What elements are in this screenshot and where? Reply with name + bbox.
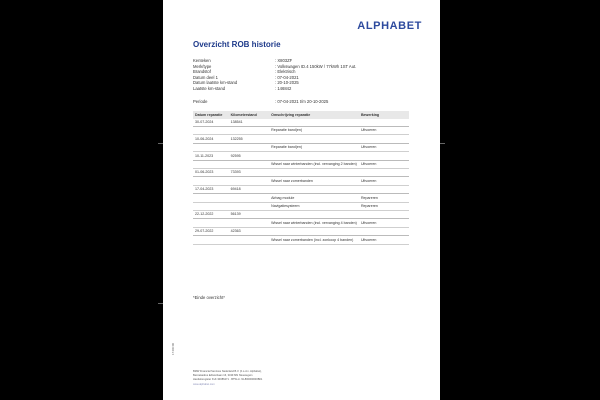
cell-description [269,210,359,218]
cell-date: 17-04-2023 [193,185,229,193]
table-subrow [193,219,409,227]
footer [193,370,413,387]
footer-website: www.alphabet.com [193,382,215,386]
header-action: Bewerking [359,111,409,119]
cell-date: 30-07-2024 [193,119,229,127]
table-subrow [193,194,409,202]
vehicle-value: : Elektrisch [275,69,296,75]
cell-action [359,210,409,218]
vehicle-value: : X803ZF [275,58,293,63]
vehicle-label: Datum deel 1 [193,74,218,80]
cell-description [269,168,359,176]
cell-date [193,160,229,168]
cell-mileage [229,219,270,227]
cell-action: Uitvoeren [359,219,409,227]
cell-mileage [229,194,270,202]
cell-action: Uitvoeren [359,126,409,134]
cell-action [359,152,409,160]
cell-mileage [229,236,270,244]
cell-date [193,202,229,210]
header-date: Datum reparatie [193,111,229,119]
cell-action: Uitvoeren [359,236,409,244]
end-note: *Einde overzicht* [193,295,225,300]
cell-action [359,185,409,193]
table-subrow [193,126,409,134]
alphabet-logo: ALPHABET [357,20,422,32]
table-subrow [193,177,409,185]
table-row [193,185,409,193]
cell-action [359,227,409,235]
footer-line: Bezoekadres Edisonbaan 16, 3439 MN Nieuwegein [193,374,253,378]
cell-date: 22-12-2022 [193,210,229,218]
footer-line: Handelsregister KvK 30086271 · BTW-nr. NL800000000B01 [193,378,263,382]
cell-mileage [229,143,270,151]
table-row [193,227,409,235]
header-mileage: Kilometerstand [229,111,270,119]
cell-action [359,135,409,143]
table-subrow [193,160,409,168]
cell-description [269,119,359,127]
cell-action: Uitvoeren [359,177,409,185]
header-description: Omschrijving reparatie [269,111,359,119]
cell-description: Wissel naar zomerbanden [269,177,359,185]
table-row [193,119,409,127]
cell-description: Airbag module [269,194,359,202]
period-label: Periode [193,99,208,104]
cell-action [359,168,409,176]
table-subrow [193,236,409,244]
table-row [193,210,409,218]
cell-description [269,185,359,193]
cell-mileage [229,202,270,210]
cell-mileage [229,160,270,168]
cell-mileage [229,126,270,134]
cell-description: Wissel naar winterbanden (incl. vervanging 2 banden) [269,160,359,168]
cell-mileage: 73393 [229,168,270,176]
cell-date: 10-11-2023 [193,152,229,160]
cell-description [269,135,359,143]
cell-action: Uitvoeren [359,160,409,168]
table-subrow [193,202,409,210]
vehicle-value: : Volkswagen ID.4 150kW / 77kWh 1ST Aut. [275,63,357,69]
cell-action: Repareren [359,202,409,210]
cell-mileage: 132255 [229,135,270,143]
cell-action: Uitvoeren [359,143,409,151]
table-row [193,152,409,160]
cell-action [359,119,409,127]
cell-description [269,152,359,160]
cell-mileage: 69418 [229,185,270,193]
table-subrow [193,143,409,151]
cell-description: Wissel naar winterbanden (incl. vervanging 4 banden) [269,219,359,227]
cell-date [193,219,229,227]
table-row [193,168,409,176]
cell-date [193,177,229,185]
cell-description: Wissel naar zomerbanden (incl. zonkoop 4 banden) [269,236,359,244]
repair-history-table [193,111,409,245]
vehicle-label: Laatste km-stand [193,85,226,91]
table-row [193,135,409,143]
document-page [163,0,440,400]
cell-description: Navigatiesysteem [269,202,359,210]
cell-date [193,143,229,151]
cell-date: 10-06-2024 [193,135,229,143]
page-title: Overzicht ROB historie [193,40,281,49]
cell-date [193,126,229,134]
cell-date [193,194,229,202]
vehicle-label: Datum laatste km-stand [193,80,238,86]
vehicle-value: : 146842 [275,85,292,91]
vehicle-value: : 20-10-2025 [275,80,299,86]
vehicle-details [193,58,356,92]
cell-mileage [229,177,270,185]
cell-mileage: 42363 [229,227,270,235]
vehicle-label: Brandstof [193,69,211,75]
side-code: 1740C00 [171,342,175,355]
vehicle-label: Kenteken [193,58,211,63]
vehicle-label: Merk/type [193,63,212,69]
cell-mileage: 56139 [229,210,270,218]
vehicle-row [193,86,356,92]
cell-mileage: 138541 [229,119,270,127]
table-header-row [193,111,409,119]
cell-action: Repareren [359,194,409,202]
cell-description: Reparatie band(en) [269,143,359,151]
cell-mileage: 92595 [229,152,270,160]
footer-line: BMW Financial Services Nederland B.V. (h.o.d.n. Alphabet), [193,370,262,373]
cell-date: 29-07-2022 [193,227,229,235]
vehicle-value: : 07-04-2021 [275,74,299,80]
period-row [193,99,328,104]
cell-date: 01-06-2023 [193,168,229,176]
margin-tick [440,143,445,144]
cell-date [193,236,229,244]
cell-description [269,227,359,235]
cell-description: Reparatie band(en) [269,126,359,134]
period-value: : 07-04-2021 t/m 20-10-2025 [275,99,329,104]
